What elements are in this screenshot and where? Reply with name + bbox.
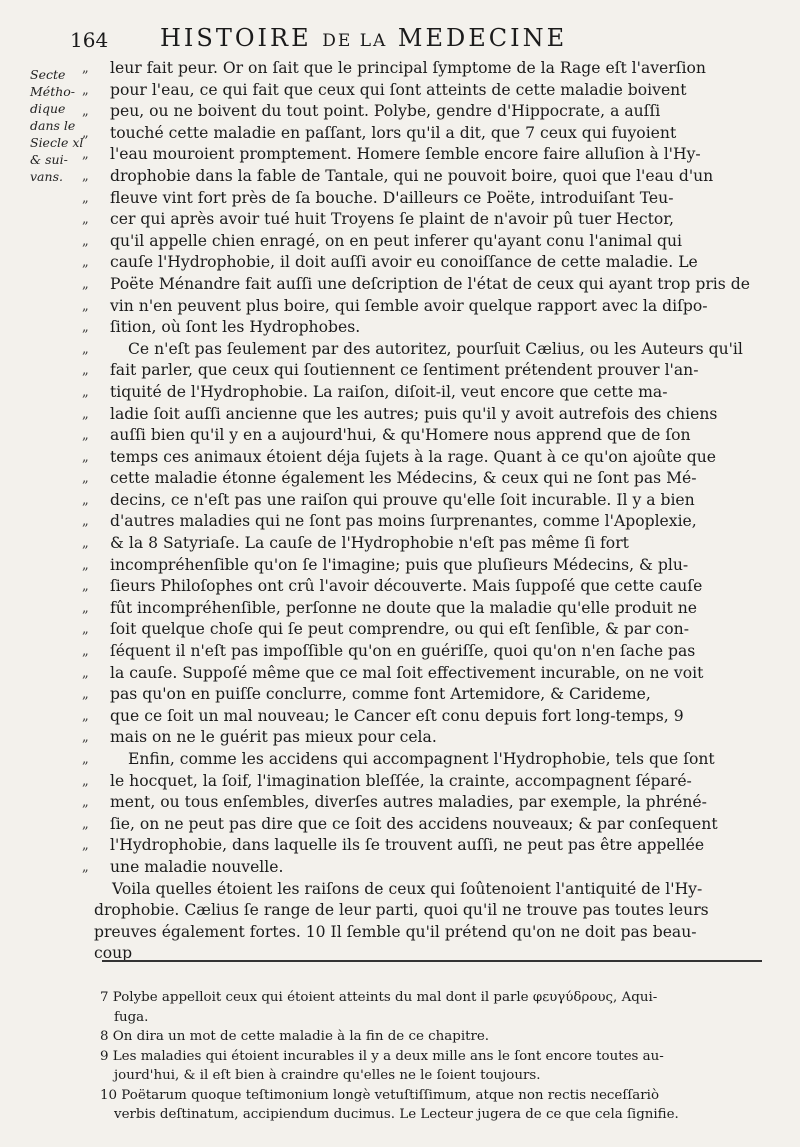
main-text [82, 58, 772, 965]
quote-mark: „ [82, 471, 89, 487]
footnote-rule [102, 960, 762, 962]
footnote-text: fuga. [114, 1009, 149, 1025]
text-line [82, 663, 772, 685]
margin-note-line: Siecle xl [30, 135, 84, 150]
footnote-text: 7 Polybe appelloit ceux qui étoient atteints du mal dont il parle φευγύδρους, Aqui- [100, 990, 658, 1005]
line-text: fleuve vint fort près de ſa bouche. D'ailleurs ce Poëte, introduiſant Teu- [110, 188, 674, 207]
footnote-line [100, 1008, 770, 1028]
line-text: ſoit quelque choſe qui ſe peut comprendre, ou qui eſt ſenſible, & par con- [110, 620, 689, 639]
footnote-text: jourd'hui, & il eſt bien à craindre qu'elles ne le ſoient toujours. [114, 1068, 541, 1083]
footnote-line [100, 1047, 770, 1067]
margin-note-line: vans. [30, 169, 63, 184]
text-line [82, 101, 772, 123]
line-text: leur fait peur. Or on ſait que le principal ſymptome de la Rage eſt l'averſion [110, 59, 706, 77]
footnote-text: 10 Poëtarum quoque teſtimonium longè vetuſtiſſimum, atque non rectis neceſſariò [100, 1087, 659, 1103]
line-text: pour l'eau, ce qui fait que ceux qui ſont atteints de cette maladie boivent [110, 80, 687, 99]
line-text: ſieurs Philoſophes ont crû l'avoir découverte. Mais ſuppoſé que cette cauſe [110, 577, 703, 596]
line-text: l'Hydrophobie, dans laquelle ils ſe trouvent auſſi, ne peut pas être appellée [110, 836, 705, 855]
text-line [82, 771, 772, 793]
line-text: pas qu'on en puiſſe conclurre, comme font Artemidore, & Carideme, [110, 685, 651, 704]
text-line [82, 144, 772, 166]
quote-mark: „ [82, 622, 89, 638]
quote-mark: „ [82, 838, 89, 854]
margin-note [30, 66, 84, 185]
text-line [82, 749, 772, 771]
running-header [70, 24, 720, 54]
margin-note-line: dique [30, 101, 66, 116]
text-line [82, 835, 772, 857]
line-text: fait parler, que ceux qui ſoutiennent ce ſentiment prétendent prouver l'an- [110, 361, 699, 380]
margin-note-line: Métho- [30, 84, 76, 99]
line-text: la cauſe. Suppoſé même que ce mal ſoit effectivement incurable, on ne voit [110, 663, 704, 682]
text-line [82, 922, 772, 944]
quote-mark: „ [82, 816, 89, 832]
quote-mark: „ [82, 773, 89, 789]
line-text: auſſi bien qu'il y en a aujourd'hui, & qu'Homere nous apprend que de ſon [110, 426, 691, 445]
text-line [82, 879, 772, 901]
quote-mark: „ [82, 644, 89, 660]
quote-mark: „ [82, 536, 89, 552]
text-line [82, 619, 772, 641]
quote-mark: „ [82, 255, 89, 271]
text-line [82, 252, 772, 274]
line-text: mais on ne le guérit pas mieux pour cela. [110, 728, 437, 747]
quote-mark: „ [82, 449, 89, 465]
line-text: decins, ce n'eſt pas une raiſon qui prouve qu'elle ſoit incurable. Il y a bien [110, 490, 695, 509]
text-line [82, 404, 772, 426]
text-line [82, 339, 772, 361]
footnote-line [100, 988, 770, 1008]
line-text: ſéquent il n'eſt pas impoſſible qu'on en guériſſe, quoi qu'on n'en ſache pas [110, 642, 696, 661]
text-line [82, 490, 772, 512]
title-part-1: HISTOIRE [160, 24, 312, 52]
text-line [82, 511, 772, 533]
text-line [82, 576, 772, 598]
margin-note-line: & sui- [30, 152, 68, 167]
text-line [82, 598, 772, 620]
title-part-2: DE LA [322, 31, 388, 51]
quote-mark: „ [82, 708, 89, 724]
line-text: qu'il appelle chien enragé, on en peut inferer qu'ayant conu l'animal qui [110, 231, 683, 250]
footnote-text: verbis deſtinatum, accipiendum ducimus. Le Lecteur jugera de ce que cela ſignifie. [114, 1107, 679, 1122]
line-text: tiquité de l'Hydrophobie. La raiſon, diſoit-il, veut encore que cette ma- [110, 382, 668, 401]
quote-mark: „ [82, 859, 89, 875]
text-line [82, 274, 772, 296]
quote-mark: „ [82, 363, 89, 379]
footnote-line [100, 1066, 770, 1086]
quote-mark: „ [82, 82, 89, 98]
quote-mark: „ [82, 320, 89, 336]
line-text: cauſe l'Hydrophobie, il doit auſſi avoir eu conoiſſance de cette maladie. Le [110, 253, 698, 272]
line-text: ladie ſoit auſſi ancienne que les autres; puis qu'il y avoit autrefois des chiens [110, 404, 718, 423]
quote-mark: „ [82, 514, 89, 530]
quote-mark: „ [82, 168, 89, 184]
text-line [82, 684, 772, 706]
line-text: vin n'en peuvent plus boire, qui ſemble avoir quelque rapport avec la diſpo- [110, 296, 708, 315]
line-text: Poëte Ménandre fait auſſi une deſcription de l'état de ceux qui ayant trop pris de [110, 274, 750, 293]
text-line [82, 555, 772, 577]
line-text: drophobie. Cælius ſe range de leur parti, quoi qu'il ne trouve pas toutes leurs [94, 901, 709, 920]
line-text: coup [94, 944, 133, 963]
line-text: temps ces animaux étoient déja ſujets à la rage. Quant à ce qu'on ajoûte que [110, 447, 717, 466]
line-text: que ce ſoit un mal nouveau; le Cancer eſt conu depuis fort long-temps, 9 [110, 706, 684, 725]
quote-mark: „ [82, 428, 89, 444]
text-line [82, 814, 772, 836]
line-text: Voila quelles étoient les raiſons de ceux qui ſoûtenoient l'antiquité de l'Hy- [112, 879, 703, 898]
footnote-line [100, 1105, 770, 1125]
quote-mark: „ [82, 212, 89, 228]
quote-mark: „ [82, 600, 89, 616]
line-text: touché cette maladie en paſſant, lors qu'il a dit, que 7 ceux qui fuyoient [110, 123, 677, 142]
title-part-3: MEDECINE [397, 24, 568, 52]
text-line [82, 382, 772, 404]
quote-mark: „ [82, 557, 89, 573]
line-text: preuves également fortes. 10 Il ſemble qu'il prétend qu'on ne doit pas beau- [94, 922, 697, 941]
running-title [160, 24, 567, 52]
line-text: l'eau mouroient promptement. Homere ſemble encore faire alluſion à l'Hy- [110, 145, 701, 164]
footnote-text: 8 On dira un mot de cette maladie à la fin de ce chapitre. [100, 1029, 490, 1044]
text-line [82, 58, 772, 80]
text-line [82, 792, 772, 814]
line-text: ſie, on ne peut pas dire que ce ſoit des accidens nouveaux; & par conſequent [110, 814, 718, 833]
line-text: d'autres maladies qui ne ſont pas moins ſurprenantes, comme l'Apoplexie, [110, 512, 697, 531]
quote-mark: „ [82, 730, 89, 746]
quote-mark: „ [82, 61, 89, 76]
quote-mark: „ [82, 190, 89, 206]
quote-mark: „ [82, 752, 89, 767]
text-line [82, 900, 772, 922]
line-text: fût incompréhenſible, perſonne ne doute que la maladie qu'elle produit ne [110, 598, 698, 617]
text-line [82, 188, 772, 210]
line-text: cette maladie étonne également les Médecins, & ceux qui ne ſont pas Mé- [110, 469, 697, 488]
text-line [82, 80, 772, 102]
footnote-text: 9 Les maladies qui étoient incurables il y a deux mille ans le ſont encore toutes au- [100, 1048, 664, 1064]
quote-mark: „ [82, 492, 89, 508]
text-line [82, 706, 772, 728]
quote-mark: „ [82, 341, 89, 357]
text-line [82, 425, 772, 447]
line-text: incompréhenſible qu'on ſe l'imagine; puis que pluſieurs Médecins, & plu- [110, 555, 689, 574]
quote-mark: „ [82, 665, 89, 681]
text-line [82, 317, 772, 339]
quote-mark: „ [82, 104, 89, 120]
text-line [82, 123, 772, 145]
quote-mark: „ [82, 384, 89, 400]
quote-mark: „ [82, 147, 89, 163]
line-text: Enfin, comme les accidens qui accompagnent l'Hydrophobie, tels que ſont [128, 750, 715, 768]
footnote-line [100, 1027, 770, 1047]
line-text: ſition, où ſont les Hydrophobes. [110, 318, 361, 337]
quote-mark: „ [82, 406, 89, 422]
line-text: & la 8 Satyriaſe. La cauſe de l'Hydrophobie n'eſt pas même ſi fort [110, 534, 629, 553]
text-line [82, 641, 772, 663]
line-text: une maladie nouvelle. [110, 857, 284, 876]
footnote-line [100, 1086, 770, 1106]
quote-mark: „ [82, 579, 89, 595]
margin-note-line: dans le [30, 118, 76, 133]
text-line [82, 360, 772, 382]
text-line [82, 468, 772, 490]
quote-mark: „ [82, 687, 89, 703]
line-text: peu, ou ne boivent du tout point. Polybe, gendre d'Hippocrate, a auſſi [110, 102, 661, 121]
text-line [82, 166, 772, 188]
line-text: drophobie dans la fable de Tantale, qui ne pouvoit boire, quoi que l'eau d'un [110, 166, 714, 185]
line-text: cer qui après avoir tué huit Troyens ſe plaint de n'avoir pû tuer Hector, [110, 210, 674, 229]
text-line [82, 857, 772, 879]
text-line [82, 209, 772, 231]
text-line [82, 533, 772, 555]
line-text: le hocquet, la ſoif, l'imagination bleſſée, la crainte, accompagnent ſéparé- [110, 771, 692, 790]
text-line [82, 447, 772, 469]
quote-mark: „ [82, 276, 89, 292]
text-line [82, 231, 772, 253]
line-text: ment, ou tous enſembles, diverſes autres maladies, par exemple, la phréné- [110, 793, 707, 812]
quote-mark: „ [82, 795, 89, 811]
footnotes [100, 988, 770, 1125]
quote-mark: „ [82, 298, 89, 314]
quote-mark: „ [82, 125, 89, 141]
line-text: Ce n'eſt pas ſeulement par des autoritez, pourſuit Cælius, ou les Auteurs qu'il [128, 339, 743, 358]
text-line [82, 296, 772, 318]
page-number: 164 [70, 28, 109, 52]
margin-note-line: Secte [30, 67, 66, 82]
quote-mark: „ [82, 233, 89, 249]
text-line [82, 727, 772, 749]
